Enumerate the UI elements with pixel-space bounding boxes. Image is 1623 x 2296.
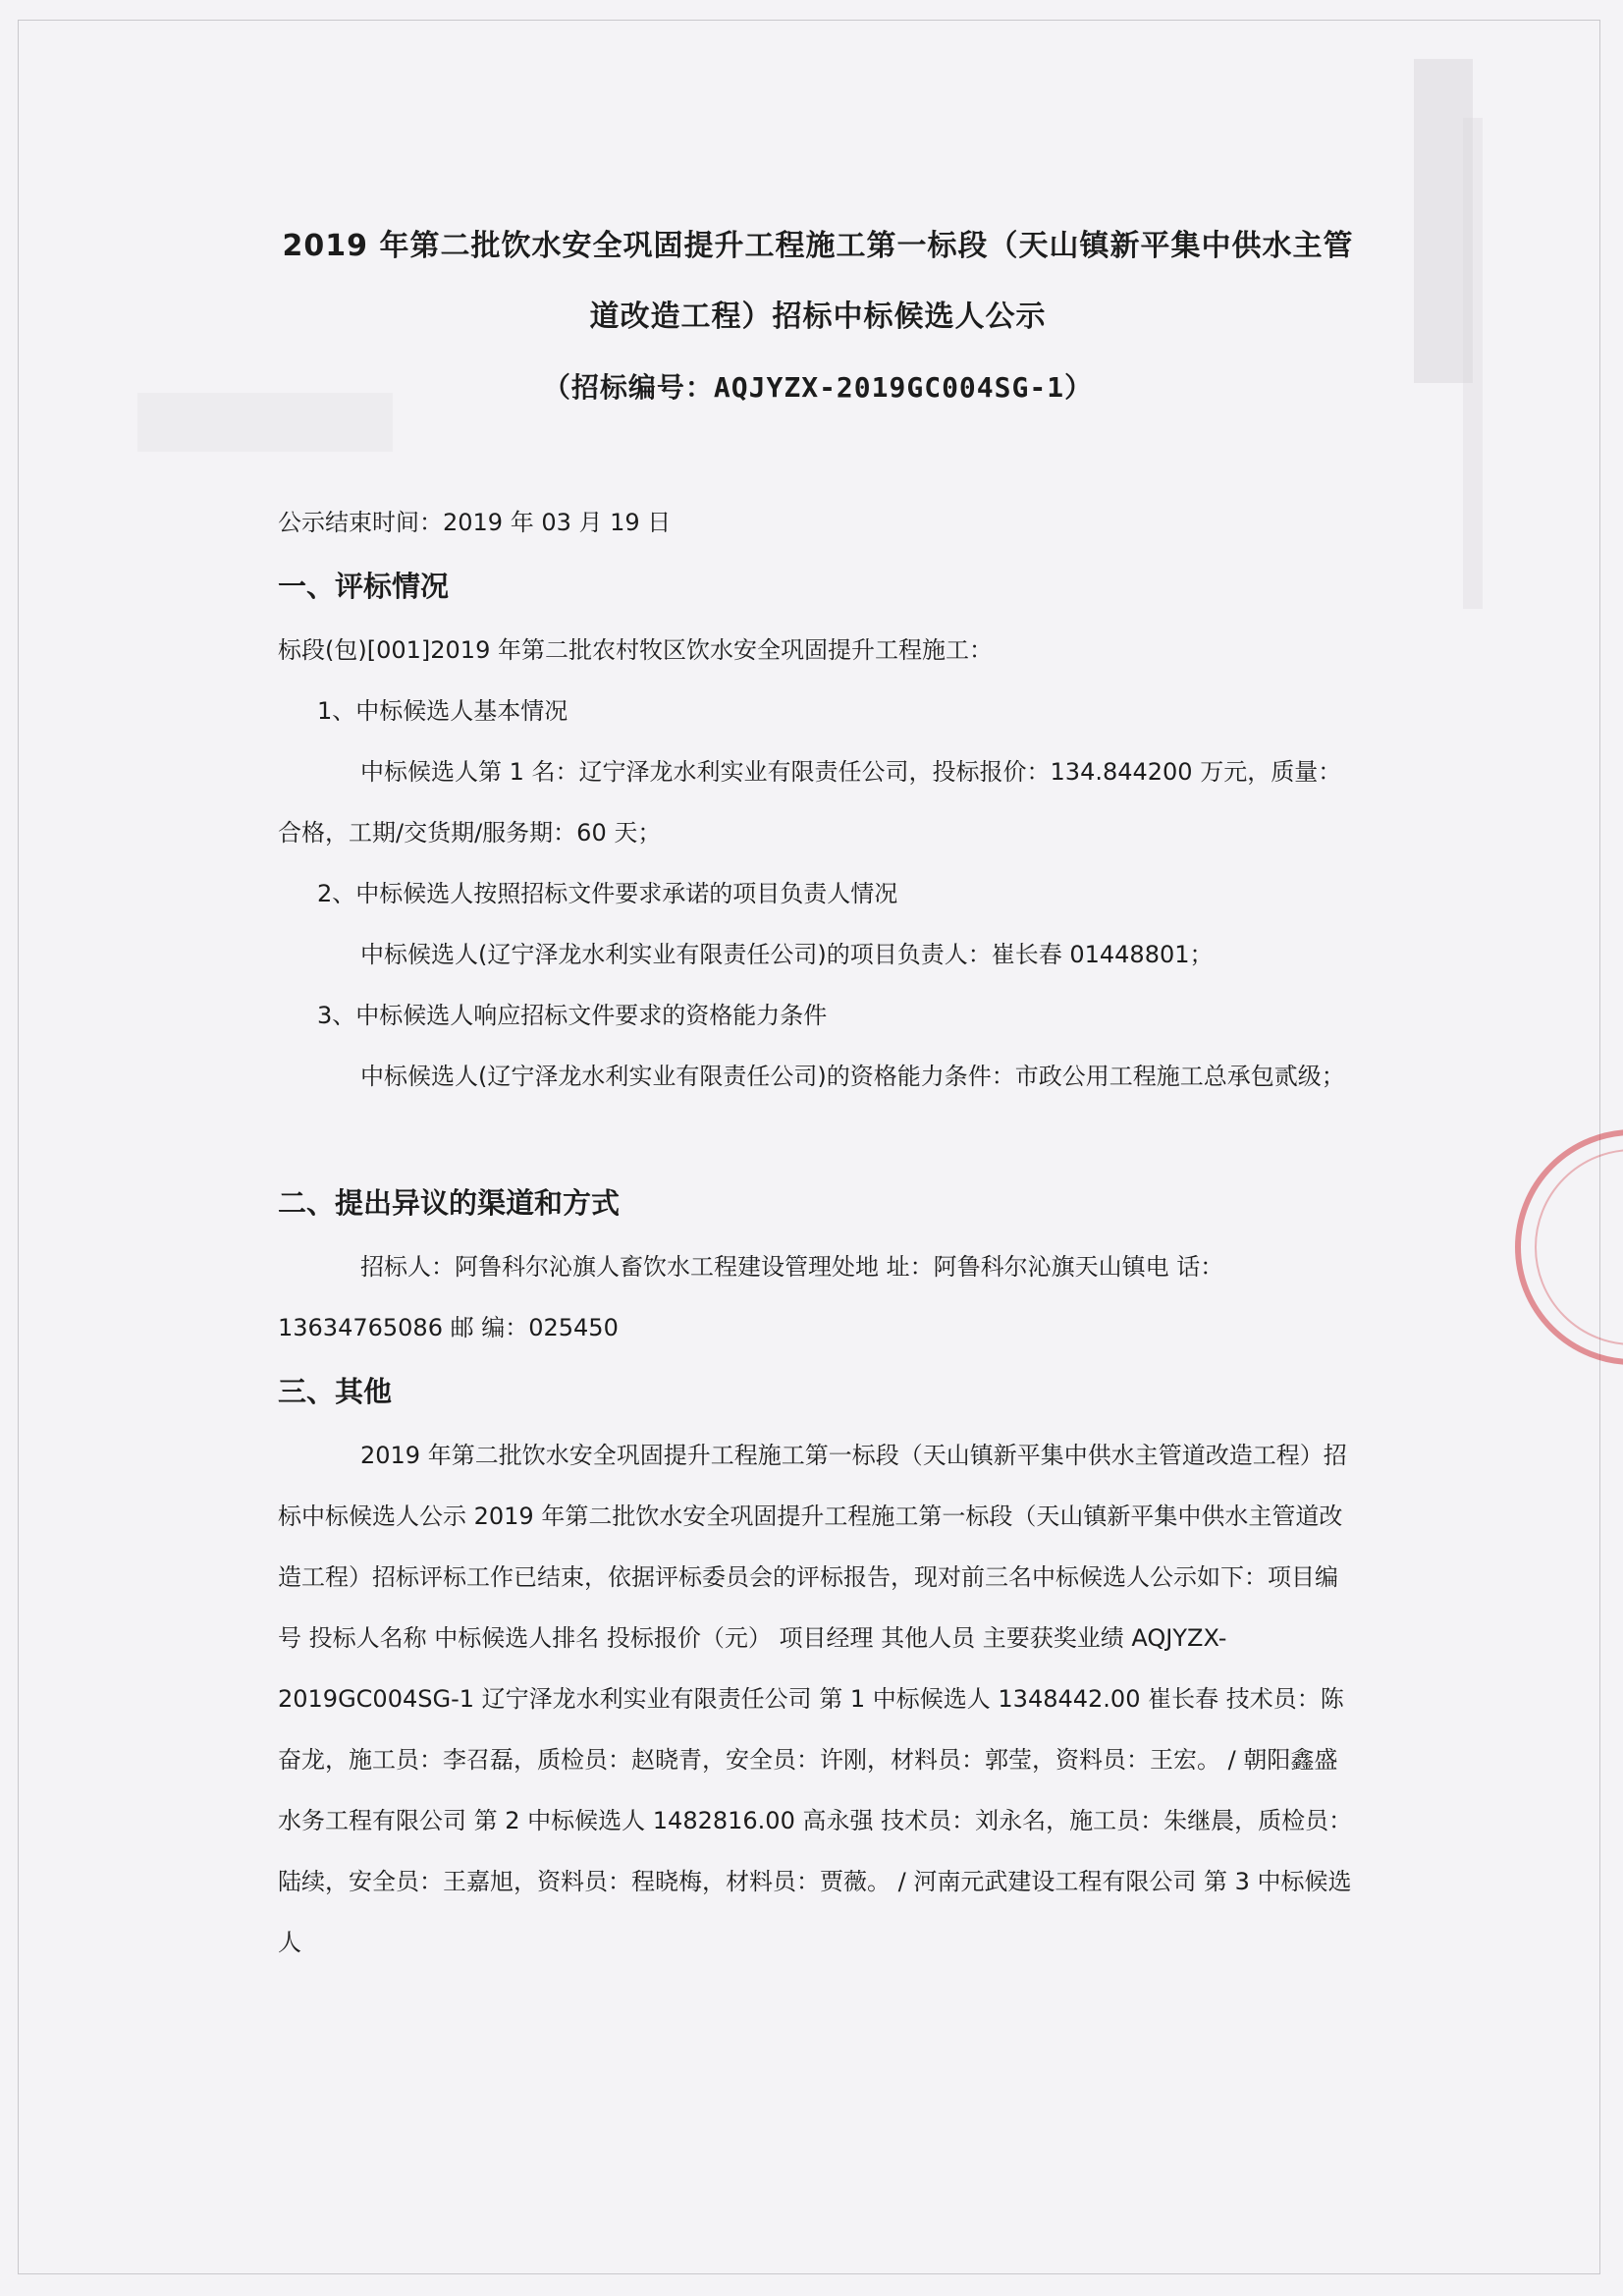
section-3-heading: 三、其他 — [278, 1375, 393, 1408]
item-3-title: 3、中标候选人响应招标文件要求的资格能力条件 — [317, 1002, 828, 1029]
document-title — [278, 211, 1358, 423]
other-details: 2019 年第二批饮水安全巩固提升工程施工第一标段（天山镇新平集中供水主管道改造工程）招标中标候选人公示 2019 年第二批饮水安全巩固提升工程施工第一标段（天山镇新平集中供水主管道改造工程）招标评标工作已结束，依据评标委员会的评标报告，现对前三名中标候选人公示如下：项目编号 投标人名称 中标候选人排名 投标报价（元） 项目经理 其他人员 主要获奖业绩 AQJYZX-2019GC004SG-1 辽宁泽龙水利实业有限责任公司 第 1 中标候选人 1348442.00 崔长春 技术员：陈奋龙，施工员：李召磊，质检员：赵晓青，安全员：许刚，材料员：郭莹，资料员：王宏。 / 朝阳鑫盛水务工程有限公司 第 2 中标候选人 1482816.00 高永强 技术员：刘永名，施工员：朱继晨，质检员：陆续，安全员：王嘉旭，资料员：程晓梅，材料员：贾薇。 / 河南元武建设工程有限公司 第 3 中标候选人 — [278, 1442, 1353, 1956]
scan-shadow — [1463, 118, 1483, 609]
item-2-body: 中标候选人(辽宁泽龙水利实业有限责任公司)的项目负责人：崔长春 01448801； — [360, 941, 1214, 968]
title-line-1: 2019 年第二批饮水安全巩固提升工程施工第一标段（天山镇新平集中供水主管 — [282, 229, 1354, 263]
objection-contact: 招标人：阿鲁科尔沁旗人畜饮水工程建设管理处地 址：阿鲁科尔沁旗天山镇电 话：13634765086 邮 编：025450 — [278, 1253, 1224, 1341]
item-2-title: 2、中标候选人按照招标文件要求承诺的项目负责人情况 — [317, 880, 898, 907]
lot-description: 标段(包)[001]2019 年第二批农村牧区饮水安全巩固提升工程施工： — [278, 636, 993, 664]
item-1-title: 1、中标候选人基本情况 — [317, 697, 568, 725]
notice-end-time: 公示结束时间：2019 年 03 月 19 日 — [278, 509, 672, 536]
section-2-heading: 二、提出异议的渠道和方式 — [278, 1186, 621, 1220]
title-line-2: 道改造工程）招标中标候选人公示 — [589, 300, 1047, 334]
item-3-body: 中标候选人(辽宁泽龙水利实业有限责任公司)的资格能力条件：市政公用工程施工总承包贰级； — [360, 1063, 1345, 1090]
item-1-body: 中标候选人第 1 名：辽宁泽龙水利实业有限责任公司，投标报价：134.844200 万元，质量：合格，工期/交货期/服务期：60 天； — [278, 758, 1342, 847]
tender-code: （招标编号：AQJYZX-2019GC004SG-1） — [542, 371, 1094, 404]
section-1-heading: 一、评标情况 — [278, 570, 450, 603]
official-seal — [1505, 1129, 1623, 1385]
notice-document — [278, 211, 1358, 1973]
